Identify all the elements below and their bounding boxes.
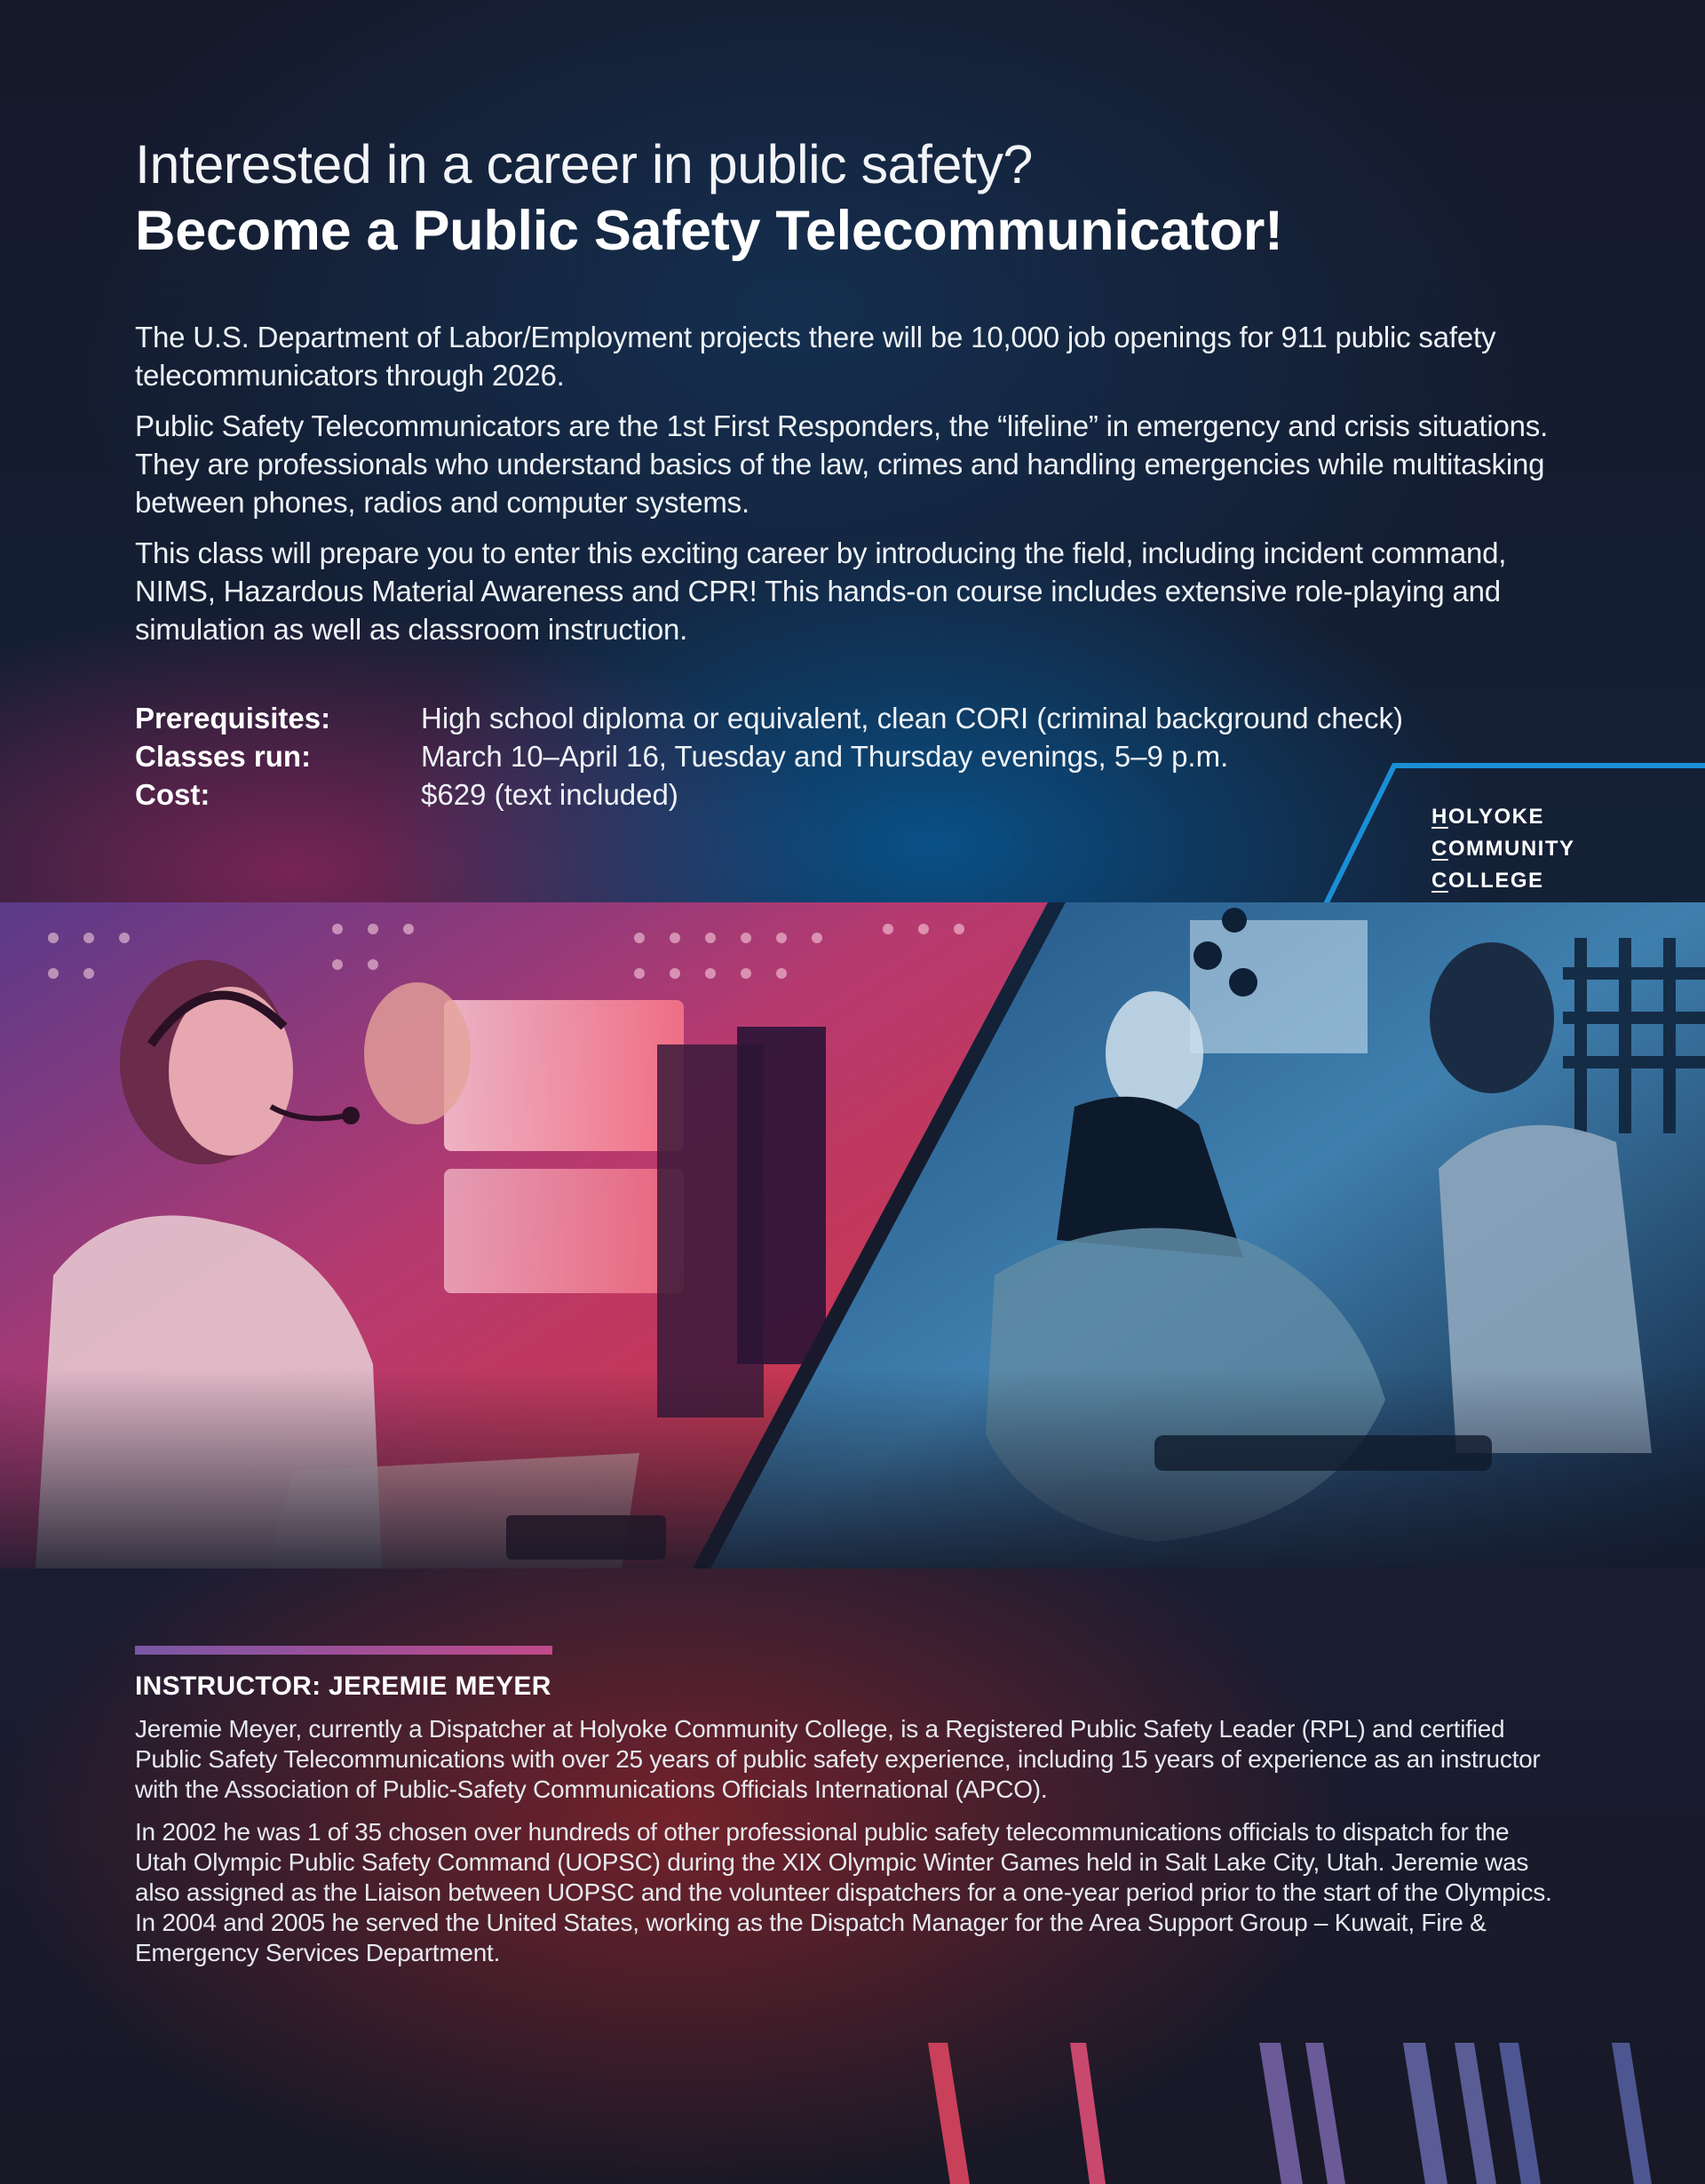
detail-label: Prerequisites: [135, 702, 331, 735]
headline [135, 131, 1600, 265]
instructor-paragraph-1: Jeremie Meyer, currently a Dispatcher at Holyoke Community College, is a Registered Public Safety Leader (RPL) and certified Public Safety Telecommunications with over 25 years of public safety experience, including 15 years of experience as an instructor with the Association of Public-Safety Communications Officials International (APCO). [135, 1715, 1541, 1803]
instructor-paragraph-2: In 2002 he was 1 of 35 chosen over hundreds of other professional public safety telecommunications officials to dispatch for the Utah Olympic Public Safety Command (UOPSC) during the XIX Olympic Winter Games held in Salt Lake City, Utah. Jeremie was also assigned as the Liaison between UOPSC and the volunteer dispatchers for a one-year period prior to the start of the Olympics. In 2004 and 2005 he served the United States, working as the Dispatch Manager for the Area Support Group – Kuwait, Fire & Emergency Services Department. [135, 1818, 1552, 1966]
intro-paragraph-1: The U.S. Department of Labor/Employment projects there will be 10,000 job openings for 911 public safety telecommunicators through 2026. [135, 321, 1496, 392]
instructor-heading: INSTRUCTOR: JEREMIE MEYER [135, 1672, 551, 1701]
intro-text [135, 318, 1556, 661]
detail-label: Classes run: [135, 740, 312, 773]
instructor-bio [135, 1714, 1556, 1981]
intro-paragraph-3: This class will prepare you to enter this exciting career by introducing the field, including incident command, NIMS, Hazardous Material Awareness and CPR! This hands-on course includes extensive role-playing and simulation as well as classroom instruction. [135, 536, 1507, 646]
college-logo [1431, 801, 1575, 897]
detail-prerequisites [135, 699, 1556, 737]
logo-line-college: COLLEGE [1431, 869, 1544, 893]
detail-label: Cost: [135, 778, 210, 811]
logo-line-community: COMMUNITY [1431, 837, 1575, 861]
detail-value: High school diploma or equivalent, clean CORI (criminal background check) [421, 702, 1404, 735]
photo-band [0, 902, 1705, 1569]
detail-value: March 10–April 16, Tuesday and Thursday evenings, 5–9 p.m. [421, 740, 1229, 773]
instructor-accent-bar [135, 1646, 552, 1655]
intro-paragraph-2: Public Safety Telecommunicators are the 1st First Responders, the “lifeline” in emergency and crisis situations. They are professionals who understand basics of the law, crimes and handling emergencies while multitasking between phones, radios and computer systems. [135, 409, 1549, 519]
decorative-stripes [906, 2043, 1705, 2184]
headline-title: Become a Public Safety Telecommunicator! [135, 200, 1283, 262]
logo-line-holyoke: HOLYOKE [1431, 805, 1544, 829]
headline-subtitle: Interested in a career in public safety? [135, 134, 1033, 195]
detail-value: $629 (text included) [421, 778, 678, 811]
